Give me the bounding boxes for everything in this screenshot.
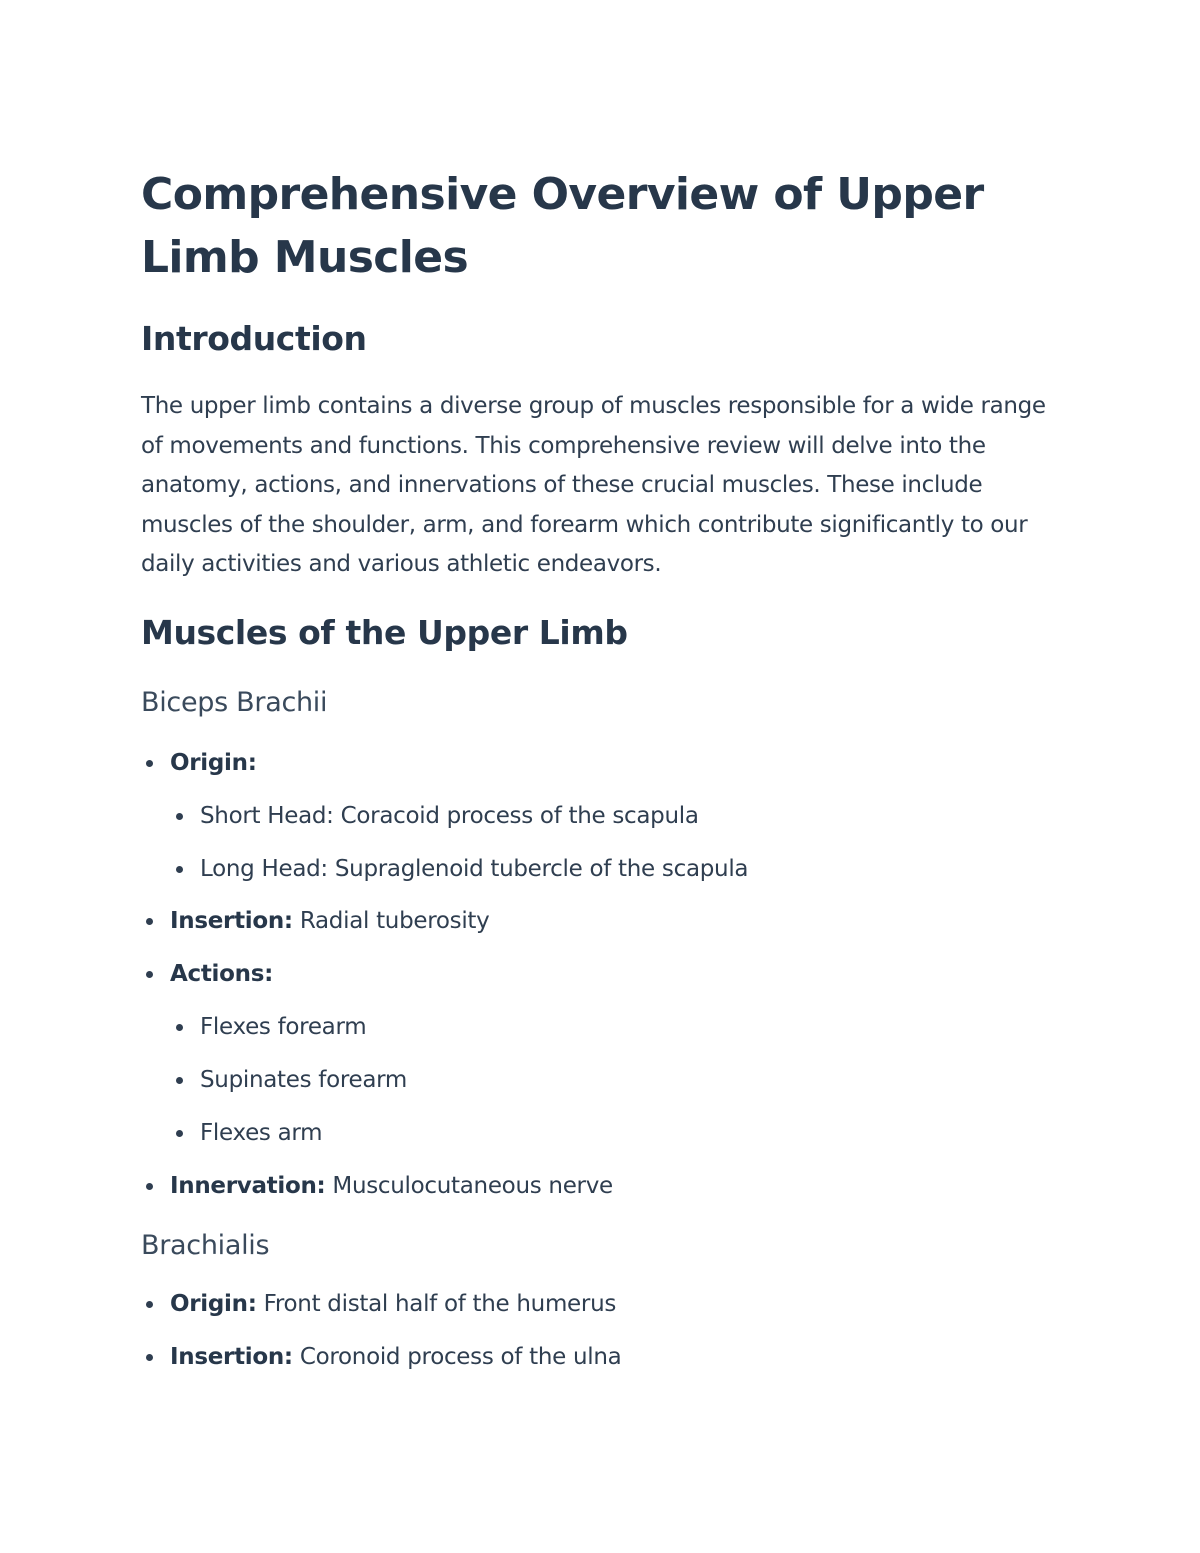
- biceps-insertion-label: Insertion:: [170, 908, 293, 934]
- biceps-action-item: Flexes arm: [200, 1117, 322, 1149]
- biceps-origin-long-head-item: Long Head: Supraglenoid tubercle of the scapula: [200, 853, 748, 885]
- biceps-brachii-heading: Biceps Brachii: [141, 687, 328, 718]
- biceps-action-item: Supinates forearm: [200, 1064, 407, 1096]
- introduction-paragraph: The upper limb contains a diverse group of muscles responsible for a wide range of movements and functions. This comprehensive review will delve into the anatomy, actions, and innervations of these crucial muscles. These include muscles of the shoulder, arm, and forearm which contribute significantly to our daily activities and various athletic endeavors.: [141, 393, 1046, 578]
- brachialis-insertion-value: Coronoid process of the ulna: [292, 1344, 622, 1370]
- brachialis-origin-value: Front distal half of the humerus: [256, 1291, 617, 1317]
- biceps-actions-label: Actions:: [170, 961, 273, 987]
- biceps-innervation-item: [170, 1170, 613, 1202]
- introduction-heading: Introduction: [141, 319, 367, 358]
- brachialis-heading: Brachialis: [141, 1230, 270, 1261]
- brachialis-origin-item: [170, 1288, 616, 1320]
- biceps-action-item: Flexes forearm: [200, 1011, 366, 1043]
- brachialis-insertion-label: Insertion:: [170, 1344, 293, 1370]
- biceps-insertion-item: [170, 905, 489, 937]
- biceps-origin-label: Origin:: [170, 750, 257, 776]
- brachialis-origin-label: Origin:: [170, 1291, 257, 1317]
- muscles-section-heading: Muscles of the Upper Limb: [141, 613, 628, 652]
- biceps-innervation-label: Innervation:: [170, 1173, 326, 1199]
- document-title: Comprehensive Overview of Upper Limb Muscles: [141, 169, 984, 283]
- brachialis-insertion-item: [170, 1341, 621, 1373]
- biceps-actions-item: [170, 958, 273, 990]
- biceps-origin-short-head-item: Short Head: Coracoid process of the scapula: [200, 800, 699, 832]
- biceps-innervation-value: Musculocutaneous nerve: [325, 1173, 613, 1199]
- biceps-insertion-value: Radial tuberosity: [292, 908, 490, 934]
- biceps-origin-item: [170, 747, 257, 779]
